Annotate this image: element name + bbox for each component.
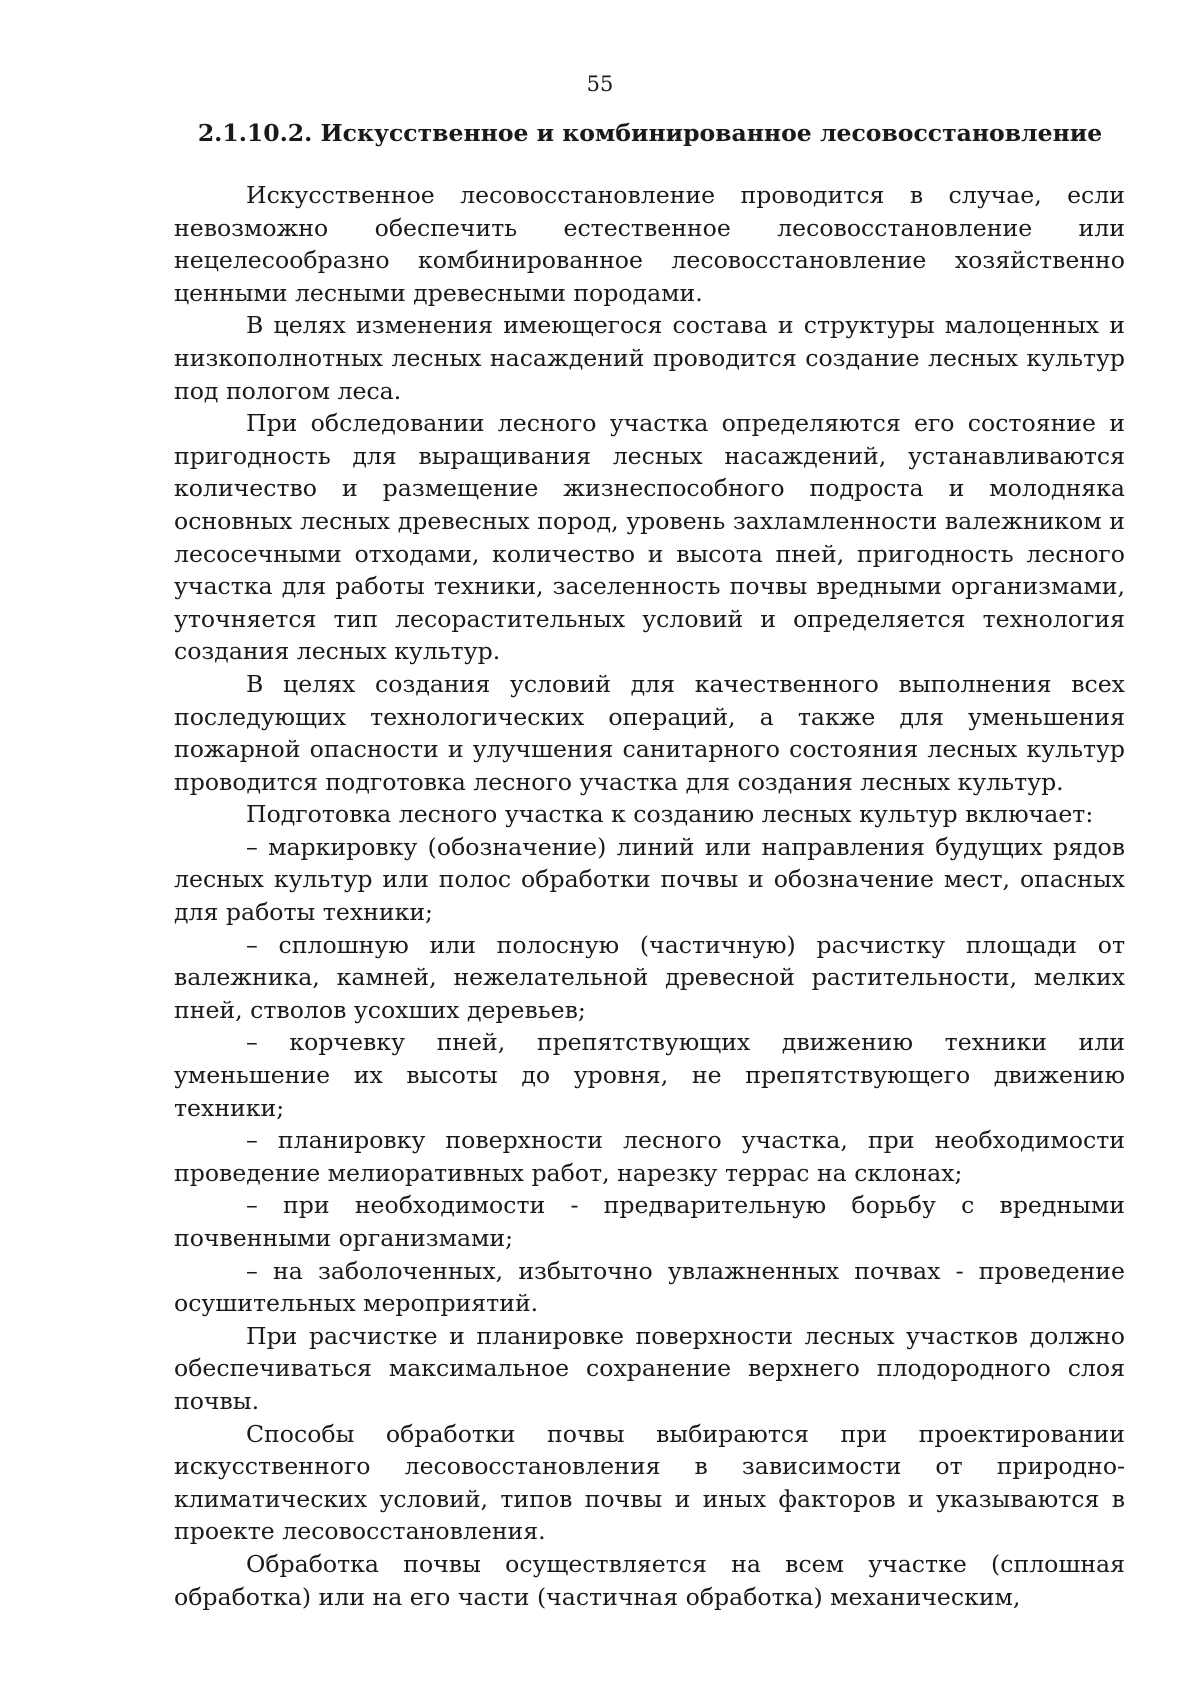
list-item: – планировку поверхности лесного участка, при необходимости проведение мелиоративных работ, нарезку террас на склонах; <box>174 1126 1125 1187</box>
paragraph: В целях изменения имеющегося состава и структуры малоценных и низкополнотных лесных насаждений проводится создание лесных культур под пологом леса. <box>174 311 1125 405</box>
list-item: – маркировку (обозначение) линий или направления будущих рядов лесных культур или полос обработки почвы и обозначение мест, опасных для работы техники; <box>174 832 1125 927</box>
list-item: – корчевку пней, препятствующих движению техники или уменьшение их высоты до уровня, не препятствующего движению техники; <box>174 1028 1125 1122</box>
paragraph: В целях создания условий для качественного выполнения всех последующих технологических операций, а также для уменьшения пожарной опасности и улучшения санитарного состояния лесных культур проводится подготовка лесного участка для создания лесных культур. <box>174 669 1125 796</box>
page-number: 55 <box>586 72 614 96</box>
paragraph: Подготовка лесного участка к созданию лесных культур включает: <box>246 800 1094 829</box>
list-item: – при необходимости - предварительную борьбу с вредными почвенными организмами; <box>174 1191 1125 1252</box>
list-item: – на заболоченных, избыточно увлажненных почвах - проведение осушительных мероприятий. <box>174 1256 1125 1318</box>
paragraph: Обработка почвы осуществляется на всем участке (сплошная обработка) или на его части (частичная обработка) механическим, <box>174 1549 1125 1611</box>
list-item: – сплошную или полосную (частичную) расчистку площади от валежника, камней, нежелательной древесной растительности, мелких пней, стволов усохших деревьев; <box>174 930 1125 1024</box>
section-title: 2.1.10.2. Искусственное и комбинированное лесовосстановление <box>197 119 1103 147</box>
paragraph: Способы обработки почвы выбираются при проектировании искусственного лесовосстановления в зависимости от природно-климатических условий, типов почвы и иных факторов и указываются в проекте лесовосстановления. <box>174 1419 1125 1546</box>
paragraph: Искусственное лесовосстановление проводится в случае, если невозможно обеспечить естественное лесовосстановление или нецелесообразно комбинированное лесовосстановление хозяйственно ценными лесными древесными породами. <box>174 181 1125 307</box>
paragraph: При расчистке и планировке поверхности лесных участков должно обеспечиваться максимальное сохранение верхнего плодородного слоя почвы. <box>174 1321 1125 1415</box>
body-text <box>174 179 1125 1613</box>
paragraph: При обследовании лесного участка определяются его состояние и пригодность для выращивания лесных насаждений, устанавливаются количество и размещение жизнеспособного подроста и молодняка основных лесных древесных пород, уровень захламленности валежником и лесосечными отходами, количество и высота пней, пригодность лесного участка для работы техники, заселенность почвы вредными организмами, уточняется тип лесорастительных условий и определяется технология создания лесных культур. <box>174 409 1125 666</box>
